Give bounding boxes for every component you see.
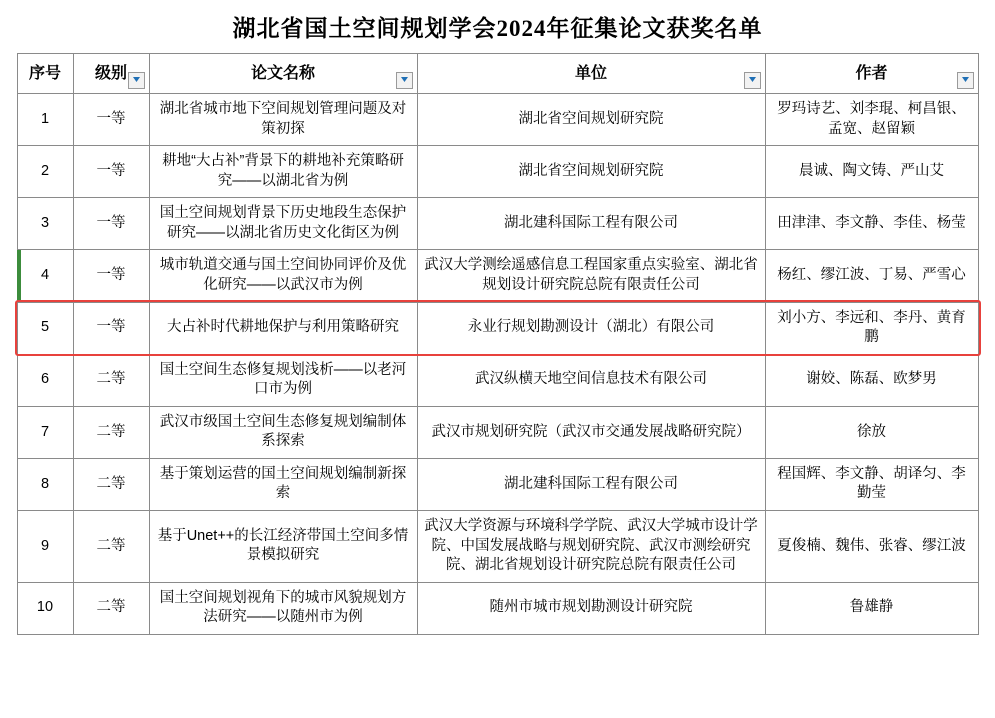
- column-header-no: [17, 54, 73, 94]
- cell-no: 2: [17, 146, 73, 198]
- filter-dropdown-icon-author[interactable]: [957, 72, 974, 89]
- cell-authors: 刘小方、李远和、李丹、黄育鹏: [765, 302, 978, 354]
- cell-authors: 程国辉、李文静、胡译匀、李勤莹: [765, 458, 978, 510]
- table-row-highlighted: [17, 302, 978, 354]
- cell-level: 二等: [73, 458, 149, 510]
- column-header-paper-label: 论文名称: [250, 64, 315, 82]
- cell-authors: 鲁雄静: [765, 582, 978, 634]
- table-row: [17, 94, 978, 146]
- cell-authors: 夏俊楠、魏伟、张睿、缪江波: [765, 511, 978, 583]
- cell-paper: 国土空间生态修复规划浅析——以老河口市为例: [149, 354, 417, 406]
- table-row: [17, 458, 978, 510]
- table-header-row: [17, 54, 978, 94]
- column-header-author-label: 作者: [855, 64, 888, 82]
- column-header-level: [73, 54, 149, 94]
- cell-paper: 基于策划运营的国土空间规划编制新探索: [149, 458, 417, 510]
- cell-authors: 徐放: [765, 406, 978, 458]
- cell-org: 武汉大学资源与环境科学学院、武汉大学城市设计学院、中国发展战略与规划研究院、武汉市测绘研究院、湖北省规划设计研究院总院有限责任公司: [417, 511, 765, 583]
- cell-authors: 罗玛诗艺、刘李琨、柯昌银、孟宽、赵留颖: [765, 94, 978, 146]
- cell-no: 9: [17, 511, 73, 583]
- cell-paper: 城市轨道交通与国土空间协同评价及优化研究——以武汉市为例: [149, 250, 417, 302]
- cell-no: 6: [17, 354, 73, 406]
- cell-org: 武汉纵横天地空间信息技术有限公司: [417, 354, 765, 406]
- cell-paper: 武汉市级国土空间生态修复规划编制体系探索: [149, 406, 417, 458]
- column-header-org-label: 单位: [574, 64, 607, 82]
- cell-level: 二等: [73, 582, 149, 634]
- column-header-no-label: 序号: [28, 64, 61, 82]
- cell-paper: 国土空间规划视角下的城市风貌规划方法研究——以随州市为例: [149, 582, 417, 634]
- cell-level: 一等: [73, 250, 149, 302]
- cell-org: 武汉市规划研究院（武汉市交通发展战略研究院）: [417, 406, 765, 458]
- cell-authors: 谢姣、陈磊、欧梦男: [765, 354, 978, 406]
- cell-org: 武汉大学测绘遥感信息工程国家重点实验室、湖北省规划设计研究院总院有限责任公司: [417, 250, 765, 302]
- cell-paper: 国土空间规划背景下历史地段生态保护研究——以湖北省历史文化街区为例: [149, 198, 417, 250]
- cell-paper: 基于Unet++的长江经济带国土空间多情景模拟研究: [149, 511, 417, 583]
- cell-no: 5: [17, 302, 73, 354]
- table-row: [17, 198, 978, 250]
- column-header-author: [765, 54, 978, 94]
- cell-org: 湖北省空间规划研究院: [417, 146, 765, 198]
- cell-no: 3: [17, 198, 73, 250]
- cell-no: 8: [17, 458, 73, 510]
- table-row: [17, 250, 978, 302]
- cell-no: 7: [17, 406, 73, 458]
- cell-level: 一等: [73, 94, 149, 146]
- cell-org: 湖北建科国际工程有限公司: [417, 458, 765, 510]
- cell-paper: 湖北省城市地下空间规划管理问题及对策初探: [149, 94, 417, 146]
- table-row: [17, 582, 978, 634]
- table-row: [17, 511, 978, 583]
- award-list-table: [17, 53, 979, 635]
- filter-dropdown-icon-level[interactable]: [128, 72, 145, 89]
- filter-dropdown-icon-paper[interactable]: [396, 72, 413, 89]
- table-row: [17, 146, 978, 198]
- cell-level: 一等: [73, 198, 149, 250]
- column-header-paper: [149, 54, 417, 94]
- cell-level: 二等: [73, 511, 149, 583]
- cell-org: 湖北省空间规划研究院: [417, 94, 765, 146]
- table-row: [17, 406, 978, 458]
- column-header-org: [417, 54, 765, 94]
- cell-no: 4: [17, 250, 73, 302]
- cell-org: 永业行规划勘测设计（湖北）有限公司: [417, 302, 765, 354]
- table-row: [17, 354, 978, 406]
- page-title: 湖北省国土空间规划学会2024年征集论文获奖名单: [232, 16, 763, 41]
- cell-no: 1: [17, 94, 73, 146]
- cell-authors: 杨红、缪江波、丁易、严雪心: [765, 250, 978, 302]
- cell-authors: 晨诚、陶文铸、严山艾: [765, 146, 978, 198]
- filter-dropdown-icon-org[interactable]: [744, 72, 761, 89]
- cell-level: 一等: [73, 146, 149, 198]
- cell-org: 随州市城市规划勘测设计研究院: [417, 582, 765, 634]
- cell-paper: 大占补时代耕地保护与利用策略研究: [149, 302, 417, 354]
- cell-level: 二等: [73, 406, 149, 458]
- cell-org: 湖北建科国际工程有限公司: [417, 198, 765, 250]
- cell-level: 二等: [73, 354, 149, 406]
- cell-level: 一等: [73, 302, 149, 354]
- cell-paper: 耕地“大占补”背景下的耕地补充策略研究——以湖北省为例: [149, 146, 417, 198]
- cell-authors: 田津津、李文静、李佳、杨莹: [765, 198, 978, 250]
- column-header-level-label: 级别: [94, 64, 127, 82]
- cell-no: 10: [17, 582, 73, 634]
